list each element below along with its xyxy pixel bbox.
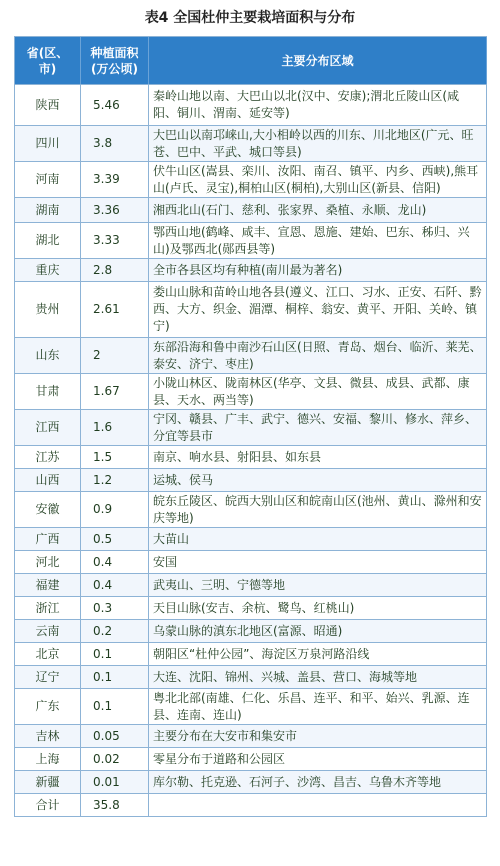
cell-area: 0.4 [81,574,149,596]
cell-area: 2.8 [81,259,149,281]
cell-area: 1.6 [81,410,149,445]
table-row [15,666,487,689]
cell-distribution: 大巴山以南邛崃山,大小相岭以西的川东、川北地区(广元、旺苍、巴中、平武、城口等县) [149,126,487,161]
cell-province: 重庆 [15,259,81,281]
table-row [15,643,487,666]
cell-distribution: 主要分布在大安市和集安市 [149,725,487,747]
cell-area: 1.2 [81,469,149,491]
table-row [15,126,487,162]
cell-province: 北京 [15,643,81,665]
table-row [15,748,487,771]
cell-area: 2.61 [81,282,149,337]
cell-distribution: 秦岭山地以南、大巴山以北(汉中、安康);渭北丘陵山区(咸阳、铜川、渭南、延安等) [149,85,487,125]
table-row [15,492,487,528]
cell-province: 广东 [15,689,81,724]
table-row [15,469,487,492]
cell-province: 江苏 [15,446,81,468]
table-body [15,85,487,817]
cell-province: 江西 [15,410,81,445]
cell-distribution: 大连、沈阳、锦州、兴城、盖县、营口、海城等地 [149,666,487,688]
cell-province: 山东 [15,338,81,373]
table-row [15,528,487,551]
cell-distribution: 零星分布于道路和公园区 [149,748,487,770]
cell-distribution: 安国 [149,551,487,573]
table-row [15,85,487,126]
cell-area: 3.39 [81,162,149,197]
cell-area: 3.8 [81,126,149,161]
table-row [15,446,487,469]
cell-area: 0.5 [81,528,149,550]
cell-distribution: 鄂西山地(鹤峰、咸丰、宣恩、恩施、建始、巴东、秭归、兴山)及鄂西北(郧西县等) [149,223,487,258]
cell-province: 浙江 [15,597,81,619]
cell-distribution: 武夷山、三明、宁德等地 [149,574,487,596]
cell-distribution: 南京、响水县、射阳县、如东县 [149,446,487,468]
cell-province: 湖南 [15,198,81,222]
table-row [15,162,487,198]
cell-province: 四川 [15,126,81,161]
cell-distribution: 库尔勒、托克逊、石河子、沙湾、昌吉、乌鲁木齐等地 [149,771,487,793]
table-row [15,597,487,620]
cell-distribution: 娄山山脉和苗岭山地各县(遵义、江口、习水、正安、石阡、黔西、大方、织金、湄潭、桐梓、翁安、黄平、开阳、关岭、镇宁) [149,282,487,337]
cell-province: 辽宁 [15,666,81,688]
table-row [15,259,487,282]
header-area: 种植面积 (万公顷) [81,37,149,84]
cell-area: 0.1 [81,643,149,665]
table-row [15,198,487,223]
cell-area: 3.33 [81,223,149,258]
cell-distribution: 宁冈、赣县、广丰、武宁、德兴、安福、黎川、修水、萍乡、分宜等县市 [149,410,487,445]
cell-province: 上海 [15,748,81,770]
cell-distribution: 湘西北山(石门、慈利、张家界、桑植、永顺、龙山) [149,198,487,222]
table-row [15,620,487,643]
cell-distribution: 伏牛山区(嵩县、栾川、汝阳、南召、镇平、内乡、西峡),熊耳山(卢氏、灵宝),桐柏山区(桐柏),大别山区(新县、信阳) [149,162,487,197]
cell-area: 35.8 [81,794,149,816]
cell-area: 3.36 [81,198,149,222]
cell-distribution: 乌蒙山脉的滇东北地区(富源、昭通) [149,620,487,642]
cell-distribution: 粤北北部(南雄、仁化、乐昌、连平、和平、始兴、乳源、连县、连南、连山) [149,689,487,724]
cell-distribution: 皖东丘陵区、皖西大别山区和皖南山区(池州、黄山、滁州和安庆等地) [149,492,487,527]
table-row [15,223,487,259]
cell-province: 河北 [15,551,81,573]
cell-distribution [149,794,487,816]
table-row [15,551,487,574]
cell-area: 0.1 [81,689,149,724]
table-row [15,374,487,410]
cell-distribution: 大苗山 [149,528,487,550]
cell-distribution: 运城、侯马 [149,469,487,491]
cell-province: 甘肃 [15,374,81,409]
table-title: 表4 全国杜仲主要栽培面积与分布 [144,10,356,26]
cell-area: 0.1 [81,666,149,688]
table-row [15,689,487,725]
cell-distribution: 东部沿海和鲁中南沙石山区(日照、青岛、烟台、临沂、莱芜、泰安、济宁、枣庄) [149,338,487,373]
cultivation-table [14,36,487,817]
cell-distribution: 朝阳区“杜仲公园”、海淀区万泉河路沿线 [149,643,487,665]
cell-province: 福建 [15,574,81,596]
cell-province: 新疆 [15,771,81,793]
cell-province: 广西 [15,528,81,550]
table-row [15,282,487,338]
cell-province: 吉林 [15,725,81,747]
cell-area: 0.4 [81,551,149,573]
table-row [15,794,487,817]
cell-area: 0.9 [81,492,149,527]
cell-area: 2 [81,338,149,373]
cell-area: 0.01 [81,771,149,793]
table-row [15,574,487,597]
header-province: 省(区、市) [15,37,81,84]
cell-area: 0.02 [81,748,149,770]
cell-province: 陕西 [15,85,81,125]
cell-area: 1.5 [81,446,149,468]
cell-province: 云南 [15,620,81,642]
table-row [15,410,487,446]
table-row [15,338,487,374]
cell-province: 山西 [15,469,81,491]
cell-area: 0.3 [81,597,149,619]
cell-province: 安徽 [15,492,81,527]
cell-distribution: 天目山脉(安吉、余杭、鹭鸟、红桃山) [149,597,487,619]
cell-distribution: 全市各县区均有种植(南川最为著名) [149,259,487,281]
cell-province: 河南 [15,162,81,197]
cell-distribution: 小陇山林区、陇南林区(华亭、文县、微县、成县、武都、康县、天水、两当等) [149,374,487,409]
cell-area: 0.05 [81,725,149,747]
cell-province: 贵州 [15,282,81,337]
table-row [15,725,487,748]
cell-area: 0.2 [81,620,149,642]
table-header-row [15,37,487,85]
cell-area: 5.46 [81,85,149,125]
cell-province: 合计 [15,794,81,816]
table-row [15,771,487,794]
cell-area: 1.67 [81,374,149,409]
cell-province: 湖北 [15,223,81,258]
header-distribution: 主要分布区域 [149,37,487,84]
